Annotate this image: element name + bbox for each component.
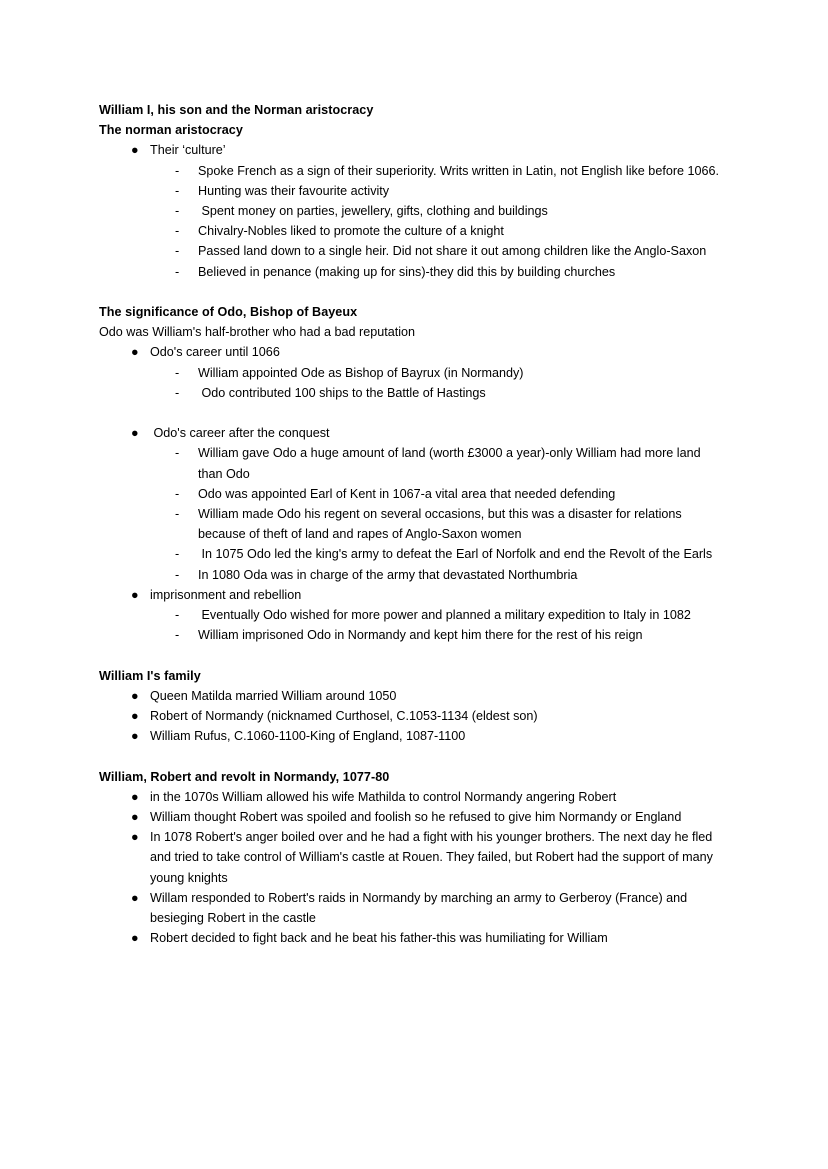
sub-list-item	[150, 181, 728, 201]
dash-marker-icon: -	[175, 628, 180, 643]
sub-list-item-text: Chivalry-Nobles liked to promote the culture of a knight	[198, 224, 504, 239]
sub-list-item-text: Hunting was their favourite activity	[198, 183, 390, 198]
sub-bullet-list	[150, 605, 728, 645]
bullet-marker-icon: ●	[131, 709, 139, 724]
dash-marker-icon: -	[175, 446, 180, 461]
bullet-marker-icon: ●	[131, 931, 139, 946]
sub-list-item-text: William imprisoned Odo in Normandy and kept him there for the rest of his reign	[198, 628, 643, 643]
sub-list-item-text: William made Odo his regent on several occasions, but this was a disaster for relations because of theft of land and rapes of Anglo-Saxon women	[198, 507, 686, 542]
section-subheading: The norman aristocracy	[99, 123, 243, 138]
list-item-text: Willam responded to Robert's raids in Normandy by marching an army to Gerberoy (France) and besieging Robert in the castle	[150, 890, 691, 926]
section-heading: William I's family	[99, 668, 201, 683]
sub-list-item	[150, 363, 728, 383]
list-item-text: Odo's career until 1066	[150, 345, 280, 360]
sub-bullet-list	[150, 363, 728, 403]
dash-marker-icon: -	[175, 365, 180, 380]
list-item-text: Their ‘culture’	[150, 143, 226, 158]
bullet-list	[99, 787, 728, 949]
sub-list-item-text: Spoke French as a sign of their superiority. Writs written in Latin, not English like before 1066.	[198, 163, 720, 178]
dash-marker-icon: -	[175, 567, 180, 582]
section-intro-text: Odo was William's half-brother who had a bad reputation	[99, 325, 416, 340]
bullet-marker-icon: ●	[131, 890, 139, 905]
dash-marker-icon: -	[175, 547, 180, 562]
bullet-list	[99, 342, 728, 645]
dash-marker-icon: -	[175, 244, 180, 259]
list-item-text: imprisonment and rebellion	[150, 587, 302, 602]
list-item	[99, 928, 728, 948]
bullet-list	[99, 140, 728, 281]
bullet-marker-icon: ●	[131, 789, 139, 804]
bullet-marker-icon: ●	[131, 587, 139, 602]
list-item	[99, 686, 728, 706]
dash-marker-icon: -	[175, 486, 180, 501]
sub-list-item	[150, 262, 728, 282]
sub-bullet-list	[150, 161, 728, 282]
sub-list-item	[150, 544, 728, 564]
sub-list-item-text: Eventually Odo wished for more power and planned a military expedition to Italy in 1082	[198, 608, 691, 623]
sub-list-item	[150, 565, 728, 585]
sub-list-item-text: William appointed Ode as Bishop of Bayrux (in Normandy)	[198, 365, 524, 380]
list-item-text: Robert of Normandy (nicknamed Curthosel, C.1053-1134 (eldest son)	[150, 709, 538, 724]
sub-list-item	[150, 484, 728, 504]
bullet-list	[99, 686, 728, 747]
sub-list-item	[150, 221, 728, 241]
dash-marker-icon: -	[175, 224, 180, 239]
list-item-text: William thought Robert was spoiled and foolish so he refused to give him Normandy or England	[150, 810, 682, 825]
list-item	[99, 726, 728, 746]
sub-list-item-text: Odo contributed 100 ships to the Battle of Hastings	[198, 385, 486, 400]
bullet-marker-icon: ●	[131, 830, 139, 845]
list-gap	[99, 403, 728, 423]
sub-list-item-text: In 1080 Oda was in charge of the army that devastated Northumbria	[198, 567, 578, 582]
section-heading: The significance of Odo, Bishop of Bayeux	[99, 305, 358, 320]
list-item	[99, 585, 728, 646]
bullet-marker-icon: ●	[131, 143, 139, 158]
list-item-text: Odo's career after the conquest	[150, 426, 330, 441]
list-item	[99, 787, 728, 807]
bullet-marker-icon: ●	[131, 729, 139, 744]
list-item-text: Queen Matilda married William around 1050	[150, 688, 397, 703]
sub-list-item-text: Believed in penance (making up for sins)-they did this by building churches	[198, 264, 616, 279]
list-item-text: William Rufus, C.1060-1100-King of England, 1087-1100	[150, 729, 466, 744]
section-heading: William, Robert and revolt in Normandy, 1077-80	[99, 769, 390, 784]
sub-list-item-text: Spent money on parties, jewellery, gifts, clothing and buildings	[198, 204, 548, 219]
sub-list-item	[150, 383, 728, 403]
dash-marker-icon: -	[175, 183, 180, 198]
sub-list-item-text: William gave Odo a huge amount of land (worth £3000 a year)-only William had more land than Odo	[198, 446, 705, 481]
section-spacer	[99, 645, 728, 665]
list-item-text: Robert decided to fight back and he beat his father-this was humiliating for William	[150, 931, 608, 946]
dash-marker-icon: -	[175, 204, 180, 219]
document-body	[99, 100, 728, 948]
list-item-text: In 1078 Robert's anger boiled over and he had a fight with his younger brothers. The next day he fled and tried to take control of William's castle at Rouen. They failed, but Robert had the support of many young knights	[150, 830, 717, 885]
sub-list-item	[150, 625, 728, 645]
section-heading: William I, his son and the Norman aristocracy	[99, 103, 374, 117]
bullet-marker-icon: ●	[131, 810, 139, 825]
list-item	[99, 342, 728, 403]
bullet-marker-icon: ●	[131, 345, 139, 360]
list-item	[99, 807, 728, 827]
sub-list-item	[150, 605, 728, 625]
sub-list-item	[150, 443, 728, 483]
list-item	[99, 706, 728, 726]
list-item	[99, 888, 728, 928]
section-spacer	[99, 282, 728, 302]
dash-marker-icon: -	[175, 385, 180, 400]
sub-list-item	[150, 504, 728, 544]
dash-marker-icon: -	[175, 608, 180, 623]
bullet-marker-icon: ●	[131, 426, 139, 441]
list-item-text: in the 1070s William allowed his wife Mathilda to control Normandy angering Robert	[150, 789, 617, 804]
sub-bullet-list	[150, 443, 728, 584]
sub-list-item-text: Passed land down to a single heir. Did not share it out among children like the Anglo-Saxon	[198, 244, 707, 259]
section-spacer	[99, 746, 728, 766]
list-item	[99, 423, 728, 585]
sub-list-item-text: Odo was appointed Earl of Kent in 1067-a vital area that needed defending	[198, 486, 616, 501]
bullet-marker-icon: ●	[131, 688, 139, 703]
dash-marker-icon: -	[175, 163, 180, 178]
sub-list-item	[150, 201, 728, 221]
dash-marker-icon: -	[175, 507, 180, 522]
list-item	[99, 827, 728, 888]
sub-list-item	[150, 161, 728, 181]
list-item	[99, 140, 728, 281]
sub-list-item	[150, 241, 728, 261]
dash-marker-icon: -	[175, 264, 180, 279]
sub-list-item-text: In 1075 Odo led the king's army to defeat the Earl of Norfolk and end the Revolt of the Earls	[198, 547, 713, 562]
